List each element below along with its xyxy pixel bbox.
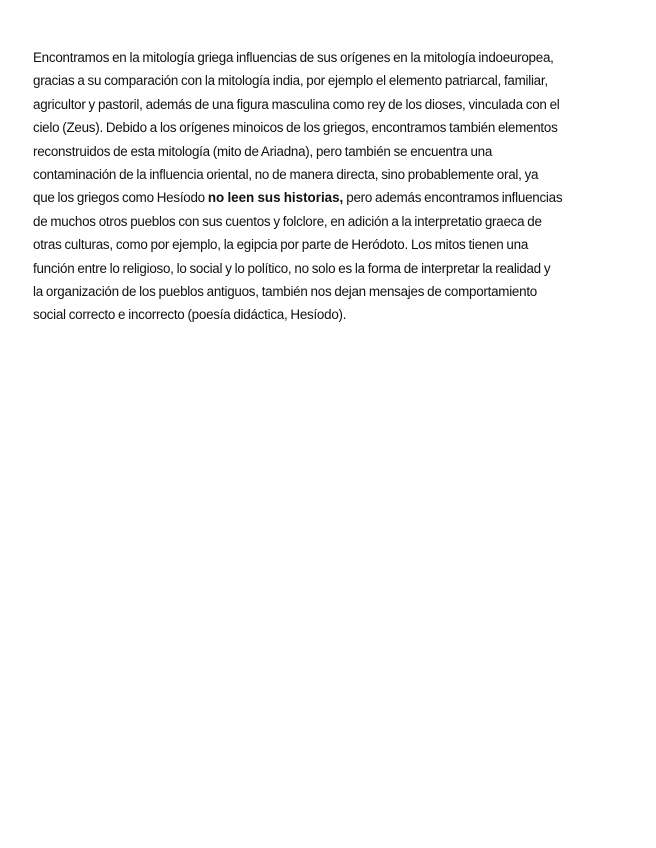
paragraph-line: social correcto e incorrecto (poesía didáctica, Hesíodo). [33,307,347,323]
paragraph-line: reconstruidos de esta mitología (mito de Ariadna), pero también se encuentra una [33,143,493,159]
line-text-after-emphasis: pero además encontramos influencias [343,190,563,206]
paragraph-line: función entre lo religioso, lo social y lo político, no solo es la forma de interpretar la realidad y [33,260,551,276]
emphasis-bold-text: no leen sus historias, [207,190,344,206]
line-text-before-emphasis: que los griegos como Hesíodo [33,190,208,206]
paragraph-line: contaminación de la influencia oriental, no de manera directa, sino probablemente oral, ya [33,167,539,183]
paragraph-line: la organización de los pueblos antiguos, también nos dejan mensajes de comportamiento [33,284,537,300]
paragraph-line: agricultor y pastoril, además de una figura masculina como rey de los dioses, vinculada con el [33,96,560,112]
paragraph-line: otras culturas, como por ejemplo, la egipcia por parte de Heródoto. Los mitos tienen una [33,237,529,253]
paragraph-line: gracias a su comparación con la mitología india, por ejemplo el elemento patriarcal, familiar, [33,73,548,89]
paragraph-line: de muchos otros pueblos con sus cuentos y folclore, en adición a la interpretatio graeca de [33,213,542,229]
body-paragraph [33,46,629,327]
paragraph-line [33,186,629,209]
paragraph-line: Encontramos en la mitología griega influencias de sus orígenes en la mitología indoeuropea, [33,50,554,65]
paragraph-line: cielo (Zeus). Debido a los orígenes minoicos de los griegos, encontramos también elementos [33,120,558,136]
